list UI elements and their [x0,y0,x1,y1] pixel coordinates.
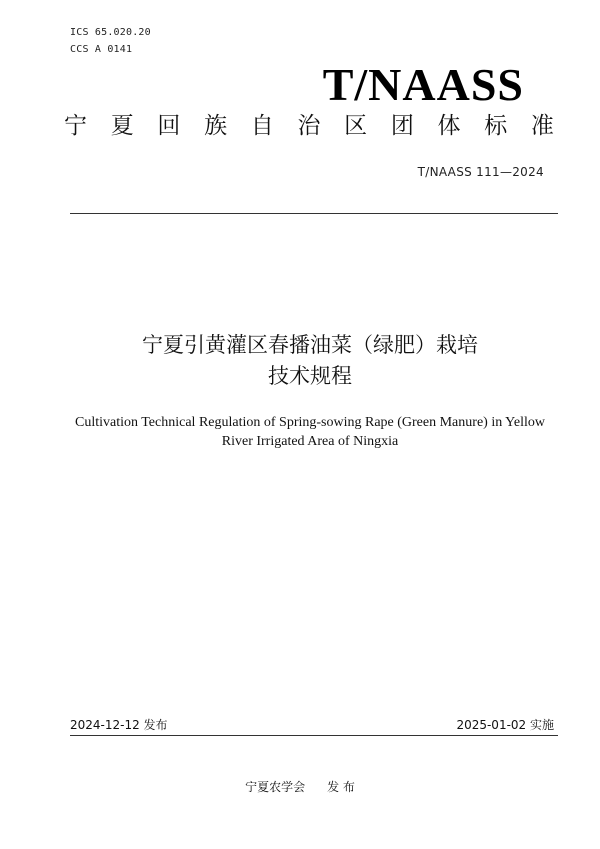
document-title-chinese [60,330,560,392]
org-char: 准 [530,113,554,139]
org-char: 团 [390,113,414,139]
org-char: 夏 [110,113,134,139]
publisher-line [0,778,600,795]
title-en-line-2: River Irrigated Area of Ningxia [221,434,399,449]
standard-number: T/NAASS 111—2024 [417,165,544,179]
ics-code: ICS 65.020.20 [70,27,151,38]
org-char: 治 [297,113,321,139]
document-title-english [40,413,580,451]
organization-name [64,115,554,138]
org-char: 宁 [64,113,87,139]
header-divider [70,213,558,214]
footer-divider [70,735,558,736]
ccs-code: CCS A 0141 [70,44,133,55]
org-char: 族 [204,113,228,139]
title-cn-line-1: 宁夏引黄灌区春播油菜（绿肥）栽培 [142,333,478,357]
org-char: 标 [484,113,508,139]
org-char: 体 [437,113,461,139]
title-en-line-1: Cultivation Technical Regulation of Spring-sowing Rape (Green Manure) in Yellow [74,415,545,430]
org-char: 区 [344,113,368,139]
publisher-name: 宁夏农学会 [245,780,306,794]
publisher-action: 发 布 [327,780,355,794]
issue-date: 2024-12-12 发布 [70,718,168,732]
title-cn-line-2: 技术规程 [268,364,352,388]
org-char: 回 [157,113,181,139]
org-char: 自 [250,113,274,139]
implementation-date: 2025-01-02 实施 [456,718,554,732]
standard-brand-logo: T/NAASS [322,59,524,110]
